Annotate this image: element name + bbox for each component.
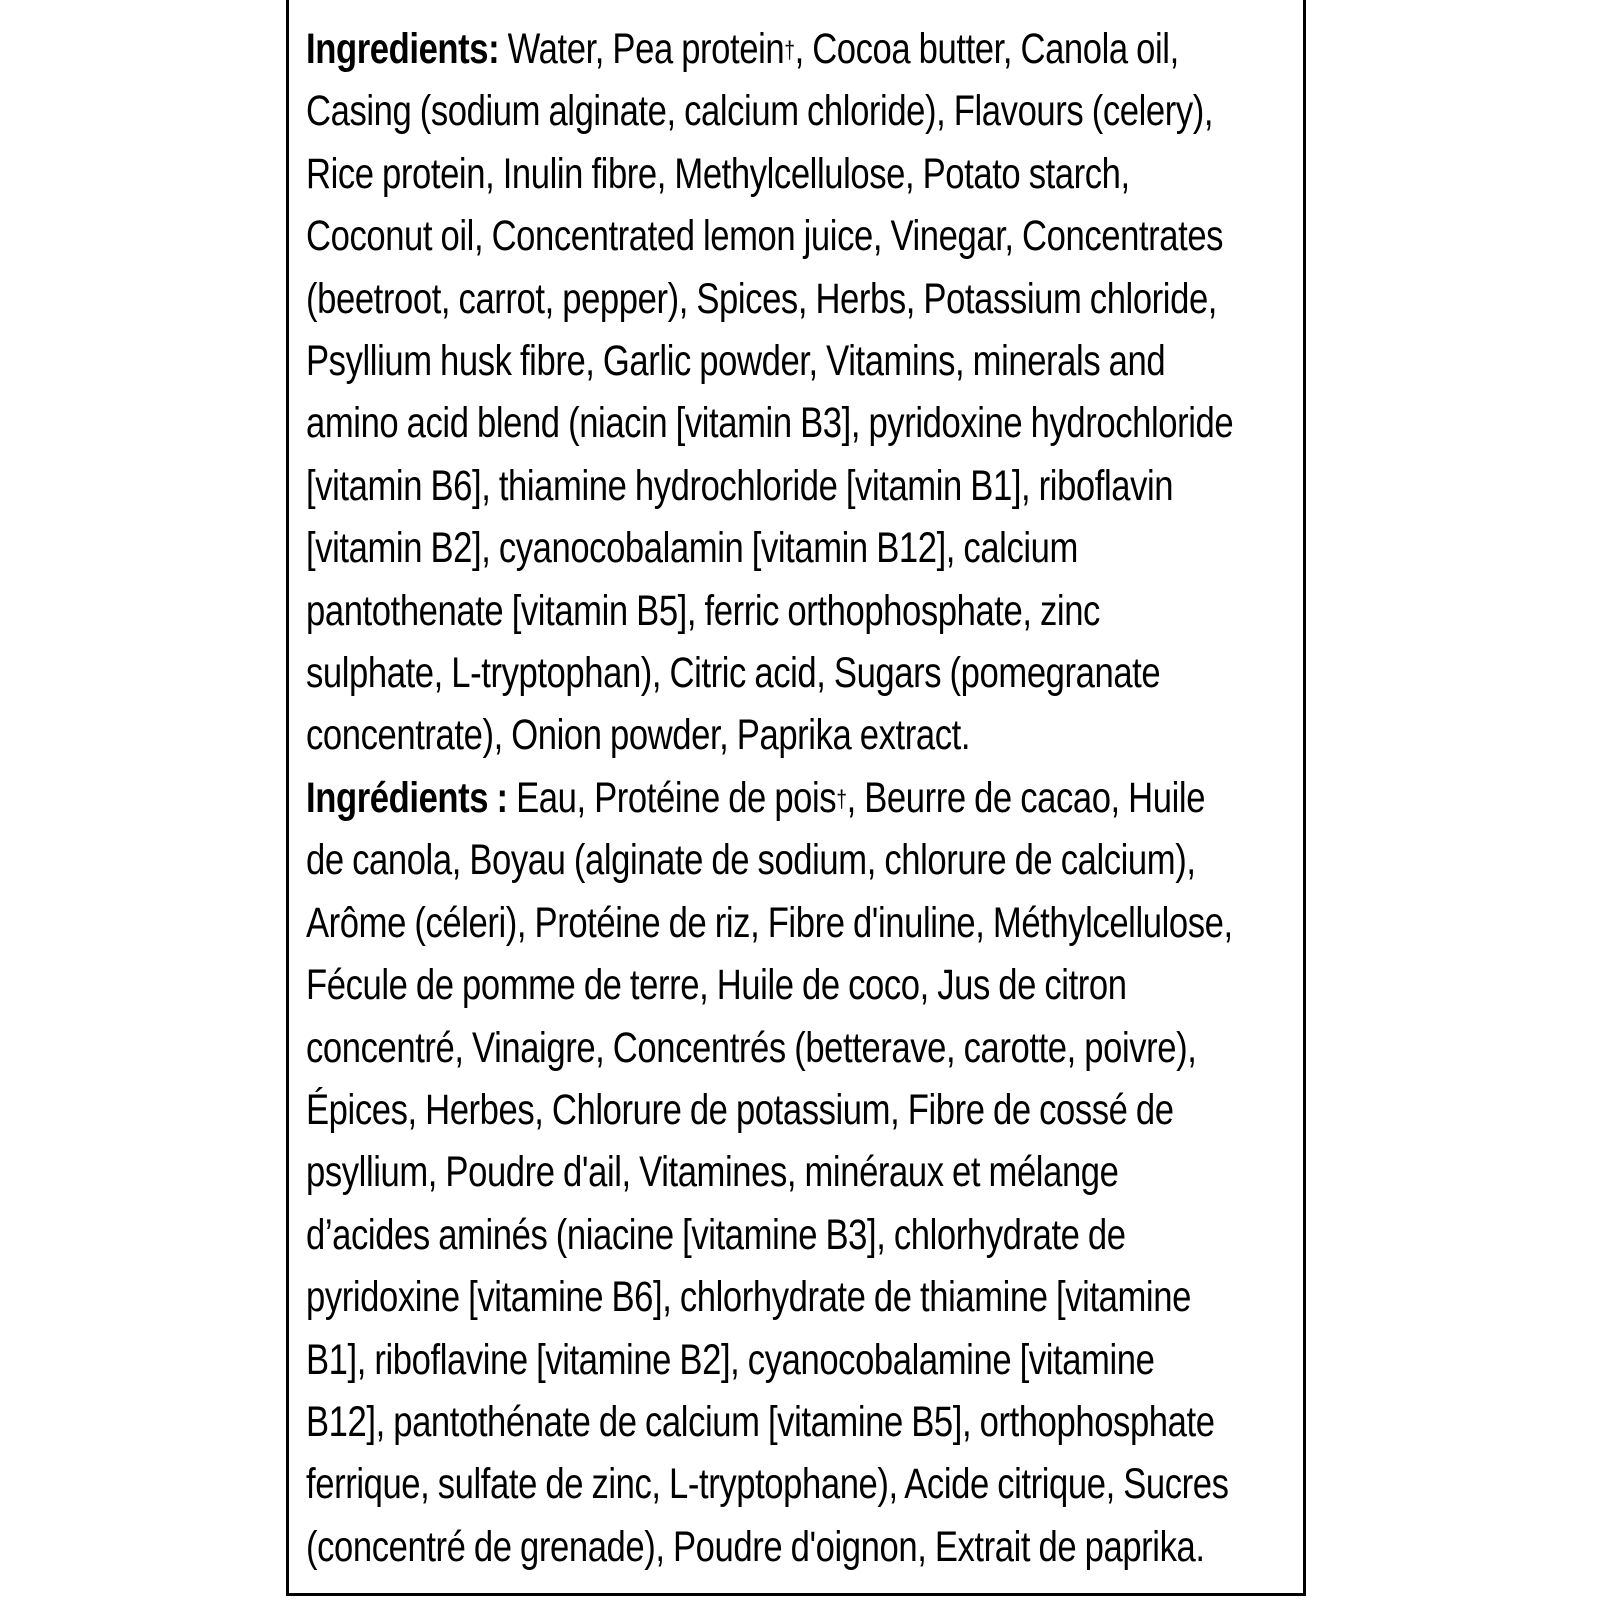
english-heading: Ingredients:: [306, 25, 500, 73]
ingredient-line: Casing (sodium alginate, calcium chloride), Flavours (celery),: [306, 87, 1214, 136]
ingredients-panel: [306, 18, 1296, 1578]
ingredient-line: ferrique, sulfate de zinc, L-tryptophane), Acide citrique, Sucres: [306, 1460, 1229, 1509]
ingredient-line: B1], riboflavine [vitamine B2], cyanocobalamine [vitamine: [306, 1335, 1155, 1384]
ingredient-line: Arôme (céleri), Protéine de riz, Fibre d'inuline, Méthylcellulose,: [306, 898, 1233, 947]
ingredient-line: sulphate, L-tryptophan), Citric acid, Sugars (pomegranate: [306, 649, 1161, 698]
ingredient-line: [vitamin B2], cyanocobalamin [vitamin B12], calcium: [306, 524, 1078, 573]
ingredient-line: Ingredients: Water, Pea protein†, Cocoa butter, Canola oil,: [306, 25, 1179, 73]
ingredient-line: Coconut oil, Concentrated lemon juice, Vinegar, Concentrates: [306, 212, 1224, 261]
ingredient-line: amino acid blend (niacin [vitamin B3], pyridoxine hydrochloride: [306, 399, 1234, 448]
ingredient-line: Fécule de pomme de terre, Huile de coco, Jus de citron: [306, 961, 1127, 1010]
ingredient-line: pantothenate [vitamin B5], ferric orthophosphate, zinc: [306, 586, 1100, 635]
dagger-mark: †: [836, 785, 847, 813]
french-heading: Ingrédients :: [306, 773, 508, 822]
dagger-mark: †: [784, 37, 795, 64]
ingredient-line: psyllium, Poudre d'ail, Vitamines, minéraux et mélange: [306, 1148, 1119, 1197]
ingredient-line: (beetroot, carrot, pepper), Spices, Herbs, Potassium chloride,: [306, 274, 1218, 323]
ingredient-line: (concentré de grenade), Poudre d'oignon, Extrait de paprika.: [306, 1522, 1205, 1571]
ingredient-line: Psyllium husk fibre, Garlic powder, Vitamins, minerals and: [306, 337, 1166, 386]
ingredient-line: d’acides aminés (niacine [vitamine B3], chlorhydrate de: [306, 1210, 1126, 1259]
ingredient-line: Rice protein, Inulin fibre, Methylcellulose, Potato starch,: [306, 149, 1130, 198]
ingredient-line: Ingrédients : Eau, Protéine de pois†, Beurre de cacao, Huile: [306, 773, 1206, 822]
ingredient-line: pyridoxine [vitamine B6], chlorhydrate de thiamine [vitamine: [306, 1273, 1191, 1322]
ingredient-line: concentrate), Onion powder, Paprika extract.: [306, 711, 971, 760]
ingredient-line: de canola, Boyau (alginate de sodium, chlorure de calcium),: [306, 836, 1196, 885]
ingredient-line: Épices, Herbes, Chlorure de potassium, Fibre de cossé de: [306, 1085, 1174, 1134]
english-ingredients: [306, 18, 1296, 767]
ingredient-line: B12], pantothénate de calcium [vitamine B5], orthophosphate: [306, 1397, 1215, 1446]
french-ingredients: [306, 767, 1296, 1578]
ingredient-line: [vitamin B6], thiamine hydrochloride [vitamin B1], riboflavin: [306, 461, 1174, 510]
ingredient-line: concentré, Vinaigre, Concentrés (betterave, carotte, poivre),: [306, 1023, 1197, 1072]
